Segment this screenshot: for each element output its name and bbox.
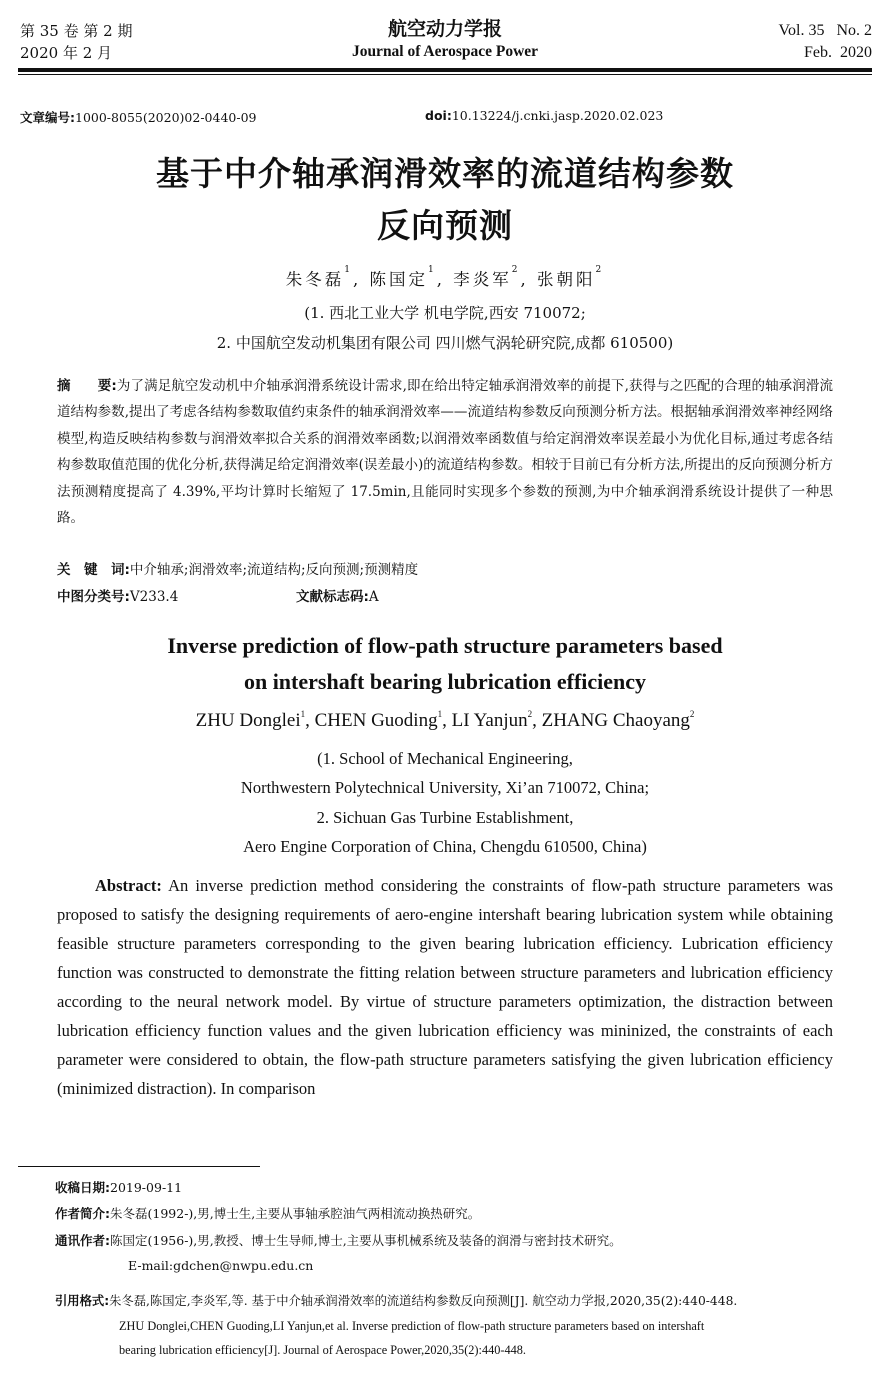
authors-en: ZHU Donglei$^1$, CHEN Guoding$^1$, LI Yanjun$^2$, ZHANG Chaoyang$^2$ (195, 709, 695, 731)
article-number (20, 108, 256, 126)
doi-label: doi: (425, 108, 452, 123)
affiliations-cn (0, 298, 890, 358)
abstract-en-text: An inverse prediction method considering the constraints of flow-path structure parameters was proposed to satisfy the designing requirements of aero-engine intershaft bearing lubrication system while obtaining feasible structure parameters corresponding to the given bearing lubrication efficiency. Lubrication efficiency function was constructed to demonstrate the fitting relation between structure parameters and lubrication efficiency according to the neural network model. By virtue of structure parameters optimization, the distraction between lubrication efficiency function values and the given lubrication efficiency was mininized, the constraints of each parameter were considered to obtain, the flow-path structure parameters satisfying the given lubrication efficiency (minimized distraction). In comparison (57, 876, 833, 1098)
title-cn (0, 148, 890, 252)
author-en: LI Yanjun$^2$ (451, 709, 533, 731)
title-en (0, 628, 890, 700)
date-line-en: Feb. 2020 (804, 44, 872, 61)
corr-label: 通讯作者: (55, 1233, 110, 1248)
clc-value: V233.4 (129, 589, 179, 605)
affiliation-cn-1: (1. 西北工业大学 机电学院,西安 710072; (304, 304, 586, 322)
keywords-cn (57, 558, 418, 578)
author-en: CHEN Guoding$^1$ (314, 709, 443, 731)
citation-en-line1: ZHU Donglei,CHEN Guoding,LI Yanjun,et al. Inverse prediction of flow-path structure parameters based on intershaft (119, 1319, 705, 1333)
affiliation-en-2: Northwestern Polytechnical University, Xi’an 710072, China; (240, 778, 650, 798)
citation-cn (55, 1289, 737, 1314)
clc-code (57, 585, 178, 605)
header-rule-thin (18, 74, 872, 75)
affiliation-cn-2: 2. 中国航空发动机集团有限公司 四川燃气涡轮研究院,成都 610500) (216, 334, 674, 352)
author-en: ZHANG Chaoyang$^2$ (541, 709, 695, 731)
date-line-cn: 2020 年 2 月 (20, 44, 113, 62)
author-cn: 朱冬磊$^1$ (285, 265, 354, 289)
journal-name-en: Journal of Aerospace Power (351, 43, 539, 60)
document-code (296, 585, 379, 605)
author-en: ZHU Donglei$^1$ (195, 709, 306, 731)
received-label: 收稿日期: (55, 1180, 110, 1195)
title-cn-line1: 基于中介轴承润滑效率的流道结构参数 (156, 154, 734, 193)
cite-cn-text: 朱冬磊,陈国定,李炎军,等. 基于中介轴承润滑效率的流道结构参数反向预测[J]. 航空动力学报,2020,35(2):440-448. (109, 1294, 738, 1308)
bio-text: 朱冬磊(1992-),男,博士生,主要从事轴承腔油气两相流动换热研究。 (110, 1206, 481, 1221)
received-value: 2019-09-11 (110, 1180, 183, 1195)
author-cn: 李炎军$^2$ (453, 265, 521, 289)
title-cn-line2: 反向预测 (377, 206, 513, 245)
footnote-rule (18, 1166, 260, 1167)
volume-issue-line: 第 35 卷 第 2 期 (20, 22, 133, 40)
journal-name-block (0, 16, 890, 62)
title-en-line1: Inverse prediction of flow-path structure parameters based (167, 633, 723, 658)
journal-vol-en (779, 20, 873, 64)
journal-name-cn: 航空动力学报 (387, 18, 502, 40)
affiliation-en-4: Aero Engine Corporation of China, Chengdu 610500, China) (243, 836, 647, 856)
cite-label: 引用格式: (55, 1294, 110, 1308)
author-cn: 张朝阳$^2$ (536, 265, 605, 289)
author-bio (55, 1201, 480, 1226)
doc-code-label: 文献标志码: (296, 589, 369, 605)
vol-no-line: Vol. 35 No. 2 (778, 22, 872, 39)
abstract-en-label: Abstract: (95, 876, 162, 895)
authors-cn: 朱冬磊$^1$, 陈国定$^1$, 李炎军$^2$, 张朝阳$^2$ (285, 265, 605, 289)
abstract-cn-label: 摘 要: (57, 378, 117, 394)
abstract-en (57, 871, 833, 1103)
citation-en-line2: bearing lubrication efficiency[J]. Journal of Aerospace Power,2020,35(2):440-448. (119, 1343, 527, 1357)
title-en-line2: on intershaft bearing lubrication efficiency (243, 669, 647, 694)
corr-text: 陈国定(1956-),男,教授、博士生导师,博士,主要从事机械系统及装备的润滑与密封技术研究。 (110, 1233, 622, 1248)
doi-value: 10.13224/j.cnki.jasp.2020.02.023 (451, 108, 664, 123)
author-cn: 陈国定$^1$ (369, 265, 437, 289)
doi (425, 108, 663, 123)
bio-label: 作者简介: (55, 1206, 110, 1221)
abstract-cn-text: 为了满足航空发动机中介轴承润滑系统设计需求,即在给出特定轴承润滑效率的前提下,获得与之匹配的合理的轴承润滑流道结构参数,提出了考虑各结构参数取值约束条件的轴承润滑效率——流道结构参数反向预测分析方法。根据轴承润滑效率神经网络模型,构造反映结构参数与润滑效率拟合关系的润滑效率函数;以润滑效率函数值与给定润滑效率误差最小为优化目标,通过考虑各结构参数取值范围的优化分析,获得满足给定润滑效率(误差最小)的流道结构参数。相较于目前已有分析方法,所提出的反向预测分析方法预测精度提高了 4.39%,平均计算时长缩短了 17.5min,且能同时实现多个参数的预测,为中介轴承润滑系统设计提供了一种思路。 (57, 378, 833, 527)
keywords-text: 中介轴承;润滑效率;流道结构;反向预测;预测精度 (129, 562, 419, 578)
abstract-cn (57, 373, 833, 531)
email: E-mail:gdchen@nwpu.edu.cn (128, 1258, 314, 1273)
article-number-label: 文章编号: (20, 110, 75, 125)
header-rule-thick (18, 68, 872, 72)
clc-label: 中图分类号: (57, 589, 130, 605)
affiliations-en (0, 744, 890, 861)
received-date (55, 1175, 182, 1200)
affiliation-en-1: (1. School of Mechanical Engineering, (317, 749, 573, 768)
article-number-value: 1000-8055(2020)02-0440-09 (75, 110, 257, 125)
doc-code-value: A (368, 589, 379, 605)
keywords-label: 关 键 词: (57, 562, 130, 578)
corresponding-author (55, 1228, 622, 1253)
affiliation-en-3: 2. Sichuan Gas Turbine Establishment, (316, 807, 574, 827)
